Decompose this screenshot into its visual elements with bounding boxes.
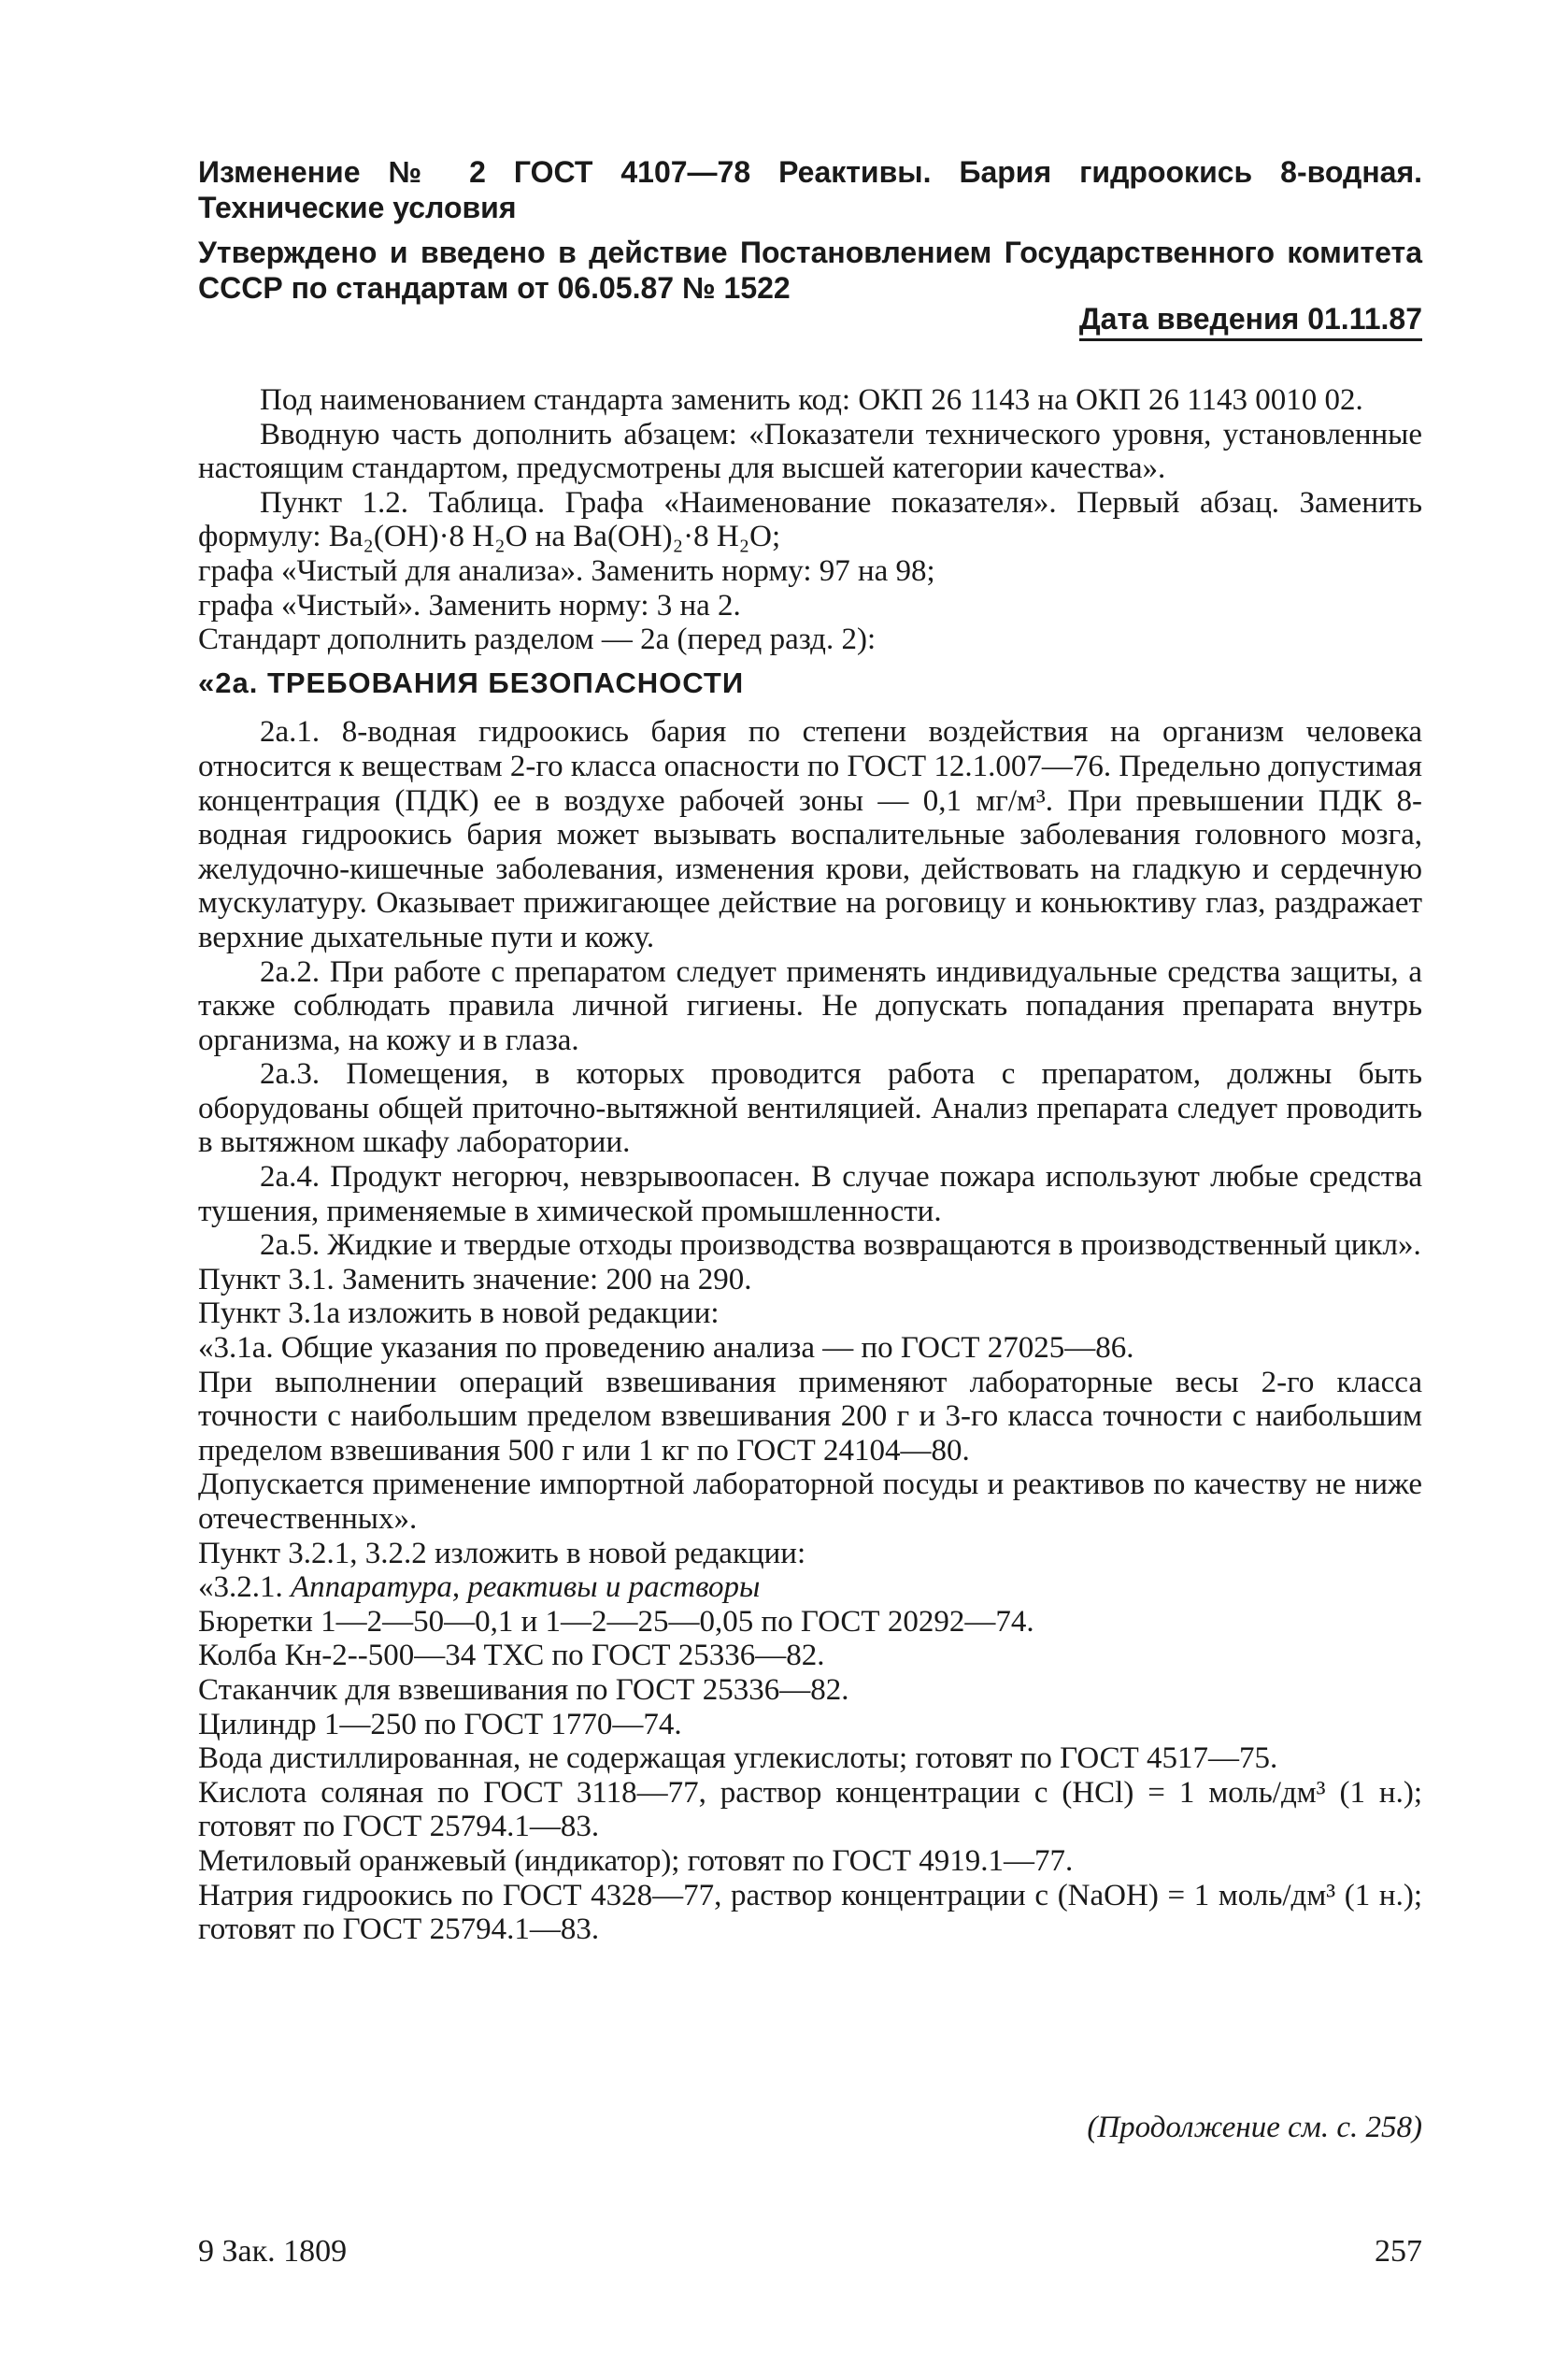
paragraph: Пункт 3.1а изложить в новой редакции: [198, 1296, 720, 1331]
paragraph: Колба Кн-2--500—34 ТХС по ГОСТ 25336—82. [198, 1639, 825, 1673]
item-3-2-1-number: «3.2.1. [198, 1570, 291, 1605]
approval-statement: Утверждено и введено в действие Постановлением Государственного комитета СССР по стандартам от 06.05.87 № 1522 [198, 236, 1422, 305]
paragraph: «3.1а. Общие указания по проведению анализа — по ГОСТ 27025—86. [198, 1331, 1134, 1366]
paragraph: Стаканчик для взвешивания по ГОСТ 25336—82. [198, 1672, 849, 1707]
paragraph: Вода дистиллированная, не содержащая углекислоты; готовят по ГОСТ 4517—75. [198, 1741, 1278, 1776]
paragraph: Под наименованием стандарта заменить код: ОКП 26 1143 на ОКП 26 1143 0010 02. [260, 383, 1363, 417]
item-3-2-1-heading [198, 1570, 1422, 1605]
document-header [198, 154, 1422, 306]
paragraph: 2а.4. Продукт негорюч, невзрывоопасен. В случае пожара используют любые средства тушения, применяемые в химической промышленности. [198, 1160, 1422, 1228]
continuation-note: (Продолжение см. с. 258) [1087, 2111, 1422, 2144]
paragraph: графа «Чистый». Заменить норму: 3 на 2. [198, 588, 741, 623]
paragraph: При выполнении операций взвешивания применяют лабораторные весы 2-го класса точности с наибольшим пределом взвешивания 200 г и 3-го класса точности с наибольшим пределом взвешивания 500 г или 1 кг по ГОСТ 24104—80. [198, 1365, 1422, 1468]
paragraph: Вводную часть дополнить абзацем: «Показатели технического уровня, установленные настоящим стандартом, предусмотрены для высшей категории качества». [198, 417, 1422, 486]
paragraph: 2а.1. 8-водная гидроокись бария по степени воздействия на организм человека относится к веществам 2-го класса опасности по ГОСТ 12.1.007—76. Предельно допустимая концентрация (ПДК) ее в воздухе рабочей зоны — 0,1 мг/м³. При превышении ПДК 8-водная гидроокись бария может вызывать воспалительные заболевания головного мозга, желудочно-кишечные заболевания, изменения крови, действовать на гладкую и сердечную мускулатуру. Оказывает прижигающее действие на роговицу и коньюктиву глаз, раздражает верхние дыхательные пути и кожу. [198, 715, 1422, 954]
item-3-2-1-title: Аппаратура, реактивы и растворы [291, 1570, 761, 1605]
paragraph: 2а.5. Жидкие и твердые отходы производства возвращаются в производственный цикл». [260, 1228, 1421, 1263]
paragraph: Допускается применение импортной лабораторной посуды и реактивов по качеству не ниже отечественных». [198, 1468, 1422, 1536]
amendment-title: Изменение № 2 ГОСТ 4107—78 Реактивы. Бария гидроокись 8-водная. Технические условия [198, 155, 1422, 224]
paragraph: графа «Чистый для анализа». Заменить норму: 97 на 98; [198, 553, 935, 588]
section-title: «2а. ТРЕБОВАНИЯ БЕЗОПАСНОСТИ [198, 666, 745, 699]
paragraph: Пункт 3.2.1, 3.2.2 изложить в новой редакции: [198, 1536, 806, 1570]
paragraph: Натрия гидроокись по ГОСТ 4328—77, раствор концентрации c (NaOH) = 1 моль/дм³ (1 н.); готовят по ГОСТ 25794.1—83. [198, 1878, 1422, 1947]
document-body [198, 383, 1422, 1947]
paragraph: Пункт 3.1. Заменить значение: 200 на 290. [198, 1262, 752, 1296]
paragraph: 2а.2. При работе с препаратом следует применять индивидуальные средства защиты, а также соблюдать правила личной гигиены. Не допускать попадания препарата внутрь организма, на кожу и в глаза. [198, 954, 1422, 1057]
order-number: 9 Зак. 1809 [198, 2234, 348, 2269]
paragraph: Пункт 1.2. Таблица. Графа «Наименование показателя». Первый абзац. Заменить формулу: Ba₂(OH)·8 H₂O на Ba(OH)₂·8 H₂O; [198, 485, 1422, 554]
effective-date: Дата введения 01.11.87 [1079, 301, 1422, 341]
paragraph: 2а.3. Помещения, в которых проводится работа с препаратом, должны быть оборудованы общей приточно-вытяжной вентиляцией. Анализ препарата следует проводить в вытяжном шкафу лаборатории. [198, 1057, 1422, 1160]
paragraph: Цилиндр 1—250 по ГОСТ 1770—74. [198, 1707, 682, 1741]
paragraph: Метиловый оранжевый (индикатор); готовят по ГОСТ 4919.1—77. [198, 1843, 1074, 1878]
paragraph: Стандарт дополнить разделом — 2а (перед разд. 2): [198, 623, 877, 657]
paragraph: Кислота соляная по ГОСТ 3118—77, раствор концентрации c (HCl) = 1 моль/дм³ (1 н.); готовят по ГОСТ 25794.1—83. [198, 1775, 1422, 1844]
page-number: 257 [1375, 2234, 1422, 2269]
paragraph: Бюретки 1—2—50—0,1 и 1—2—25—0,05 по ГОСТ 20292—74. [198, 1604, 1034, 1639]
